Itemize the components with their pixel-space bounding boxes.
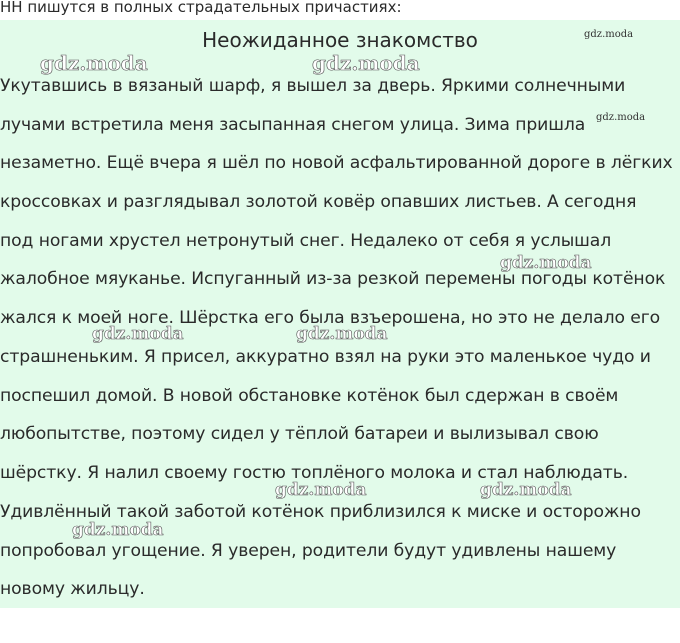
watermark: gdz.moda — [275, 480, 367, 500]
text-line: новому жильцу. — [0, 579, 145, 599]
watermark: gdz.moda — [40, 51, 148, 75]
text-line: шёрстку. Я налил своему гостю топлёного молока и стал наблюдать. — [0, 463, 629, 483]
text-line: любопытстве, поэтому сидел у тёплой батареи и вылизывал свою — [0, 424, 599, 444]
watermark: gdz.moda — [312, 51, 420, 75]
text-line: Укутавшись в вязаный шарф, я вышел за дверь. Яркими солнечными — [0, 76, 626, 96]
watermark: gdz.moda — [584, 29, 634, 40]
text-line: кроссовках и разглядывал золотой ковёр опавших листьев. А сегодня — [0, 192, 637, 212]
watermark: gdz.moda — [500, 253, 592, 273]
text-line: попробовал угощение. Я уверен, родители будут удивлены нашему — [0, 541, 617, 561]
text-line: под ногами хрустел нетронутый снег. Недалеко от себя я услышал — [0, 231, 612, 251]
text-line: незаметно. Ещё вчера я шёл по новой асфальтированной дороге в лёгких — [0, 153, 673, 173]
text-line: жалобное мяуканье. Испуганный из-за резкой перемены погоды котёнок — [0, 269, 666, 289]
page-title: Неожиданное знакомство — [202, 28, 478, 52]
text-line: Удивлённый такой заботой котёнок приблизился к миске и осторожно — [0, 502, 641, 522]
watermark: gdz.moda — [92, 324, 184, 344]
cut-off-heading: НН пишутся в полных страдательных причастиях: — [0, 0, 402, 16]
text-line: жался к моей ноге. Шёрстка его была взъерошена, но это не делало его — [0, 308, 661, 328]
watermark: gdz.moda — [72, 520, 164, 540]
watermark: gdz.moda — [296, 324, 388, 344]
text-line: страшненьким. Я присел, аккуратно взял на руки это маленькое чудо и — [0, 347, 651, 367]
watermark: gdz.moda — [480, 480, 572, 500]
text-line: поспешил домой. В новой обстановке котёнок был сдержан в своём — [0, 386, 619, 406]
text-line: лучами встретила меня засыпанная снегом улица. Зима пришла — [0, 115, 586, 135]
watermark: gdz.moda — [596, 112, 646, 123]
